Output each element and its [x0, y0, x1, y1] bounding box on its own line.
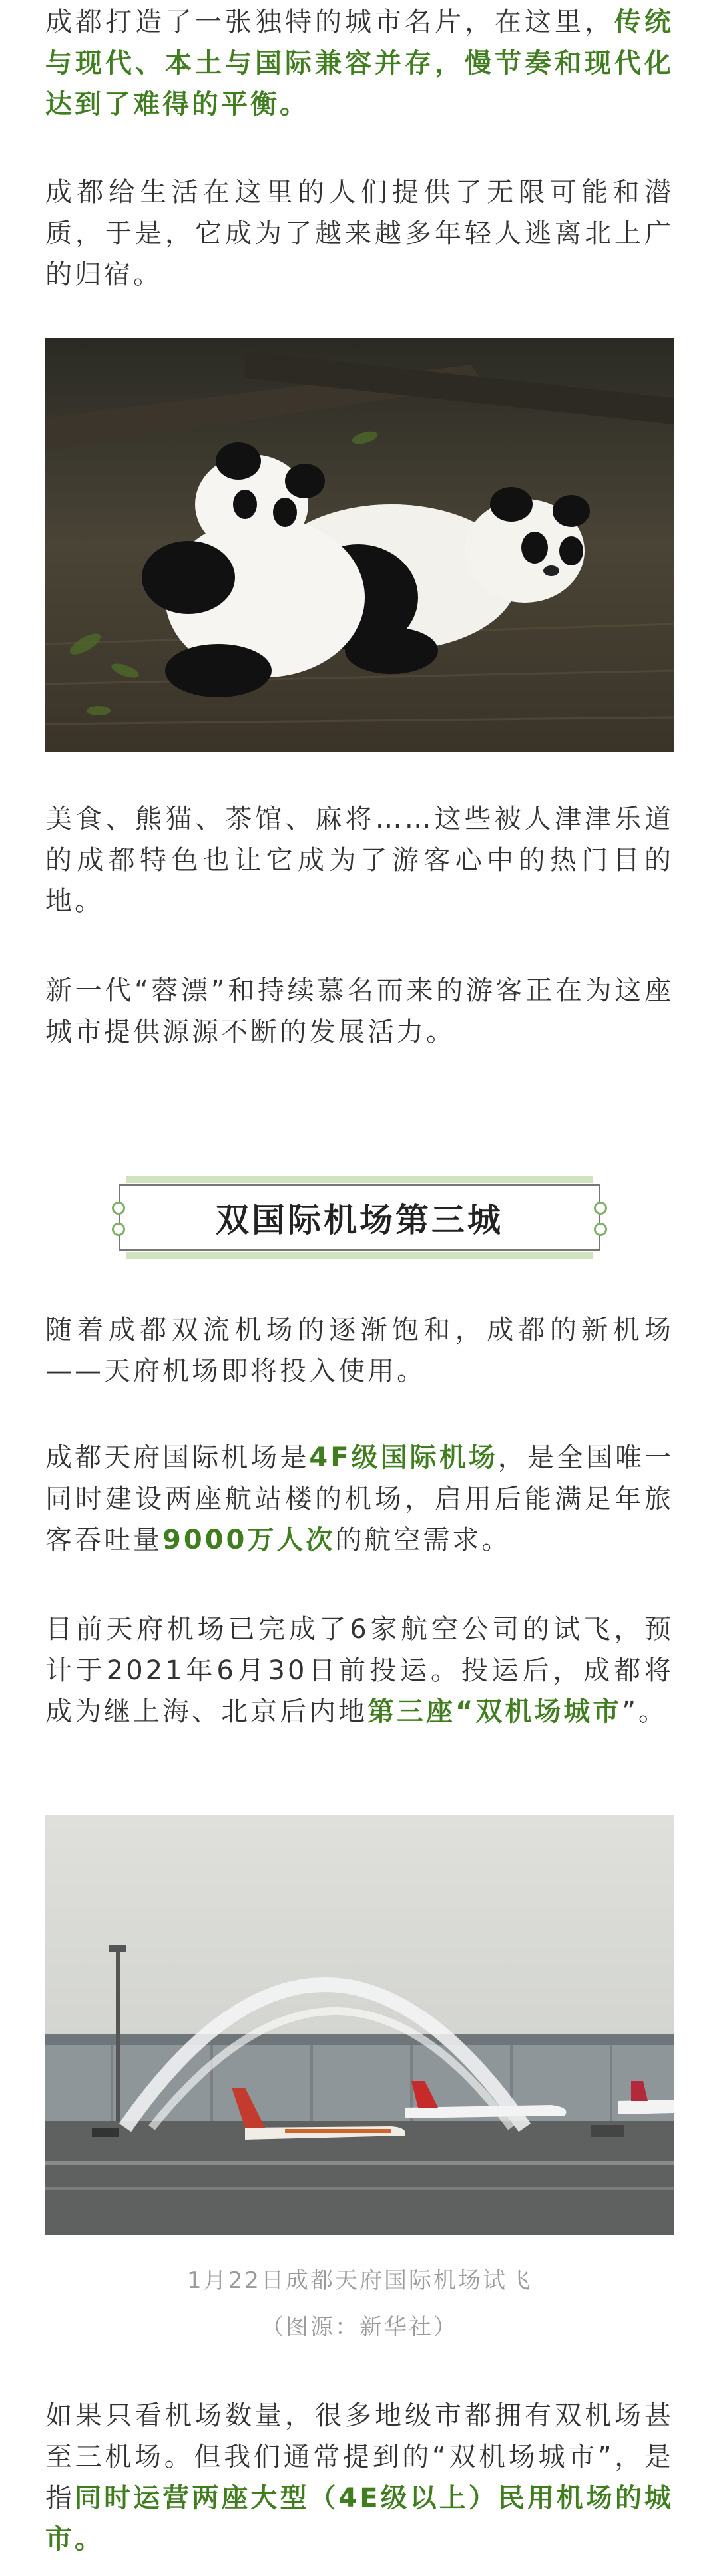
text-run: 成都天府国际机场是: [45, 1442, 310, 1473]
paragraph-tianfu: [45, 1437, 674, 1561]
text-run: 如果只看机场数量，很多地级市都拥有双机场甚至三机场。但我们通常提到的“双机场城市”，是指: [45, 2400, 674, 2513]
section-box: [119, 1184, 600, 1251]
pandas-photo: [45, 338, 674, 752]
paragraph-young-people: 成都给生活在这里的人们提供了无限可能和潜质，于是，它成为了越来越多年轻人逃离北上广的归宿。: [45, 177, 674, 290]
paragraph-new-airport: 随着成都双流机场的逐渐饱和，成都的新机场——天府机场即将投入使用。: [45, 1315, 674, 1386]
highlight-text: 传统与现代、本土与国际兼容并存，慢节奏和现代化达到了难得的平衡。: [45, 7, 674, 120]
airport-photo: [45, 1815, 674, 2235]
dot-icon: [594, 1202, 607, 1215]
dot-icon: [594, 1223, 607, 1236]
paragraph-intro: [45, 1, 674, 125]
section-heading: [119, 1176, 600, 1259]
text-run: 的航空需求。: [335, 1525, 511, 1555]
highlight-text: 第三座“双机场城市: [367, 1696, 622, 1727]
section-top-bar: [126, 1176, 593, 1183]
text-run: 成都打造了一张独特的城市名片，在这里，: [45, 7, 614, 37]
dot-icon: [112, 1202, 125, 1215]
airport-image: [45, 1815, 674, 2235]
paragraph-test-flights: [45, 1609, 674, 1732]
highlight-text: 9000万人次: [162, 1525, 336, 1555]
highlight-text: 4F级国际机场: [309, 1442, 498, 1473]
dot-icon: [112, 1223, 125, 1236]
photo-caption: 1月22日成都天府国际机场试飞: [187, 2267, 532, 2294]
text-run: ，是全国唯一同时建设两座航站楼的机场，启用后能满足年旅客吞吐量: [45, 1442, 674, 1555]
paragraph-dual-airport: [45, 2395, 674, 2560]
highlight-text: 同时运营两座大型（4E级以上）民用机场的城市。: [45, 2483, 674, 2555]
paragraph-vitality: 新一代“蓉漂”和持续慕名而来的游客正在为这座城市提供源源不断的发展活力。: [45, 975, 674, 1047]
section-title: 双国际机场第三城: [216, 1201, 503, 1239]
text-run: ”。: [622, 1696, 668, 1727]
section-bottom-bar: [126, 1252, 593, 1259]
text-run: 目前天府机场已完成了6家航空公司的试飞，预计于2021年6月30日前投运。投运后，成都将成为继上海、北京后内地: [45, 1614, 674, 1727]
photo-source: （图源：新华社）: [261, 2314, 458, 2340]
pandas-image: [45, 338, 674, 752]
paragraph-features: 美食、熊猫、茶馆、麻将……这些被人津津乐道的成都特色也让它成为了游客心中的热门目的地。: [45, 804, 674, 917]
